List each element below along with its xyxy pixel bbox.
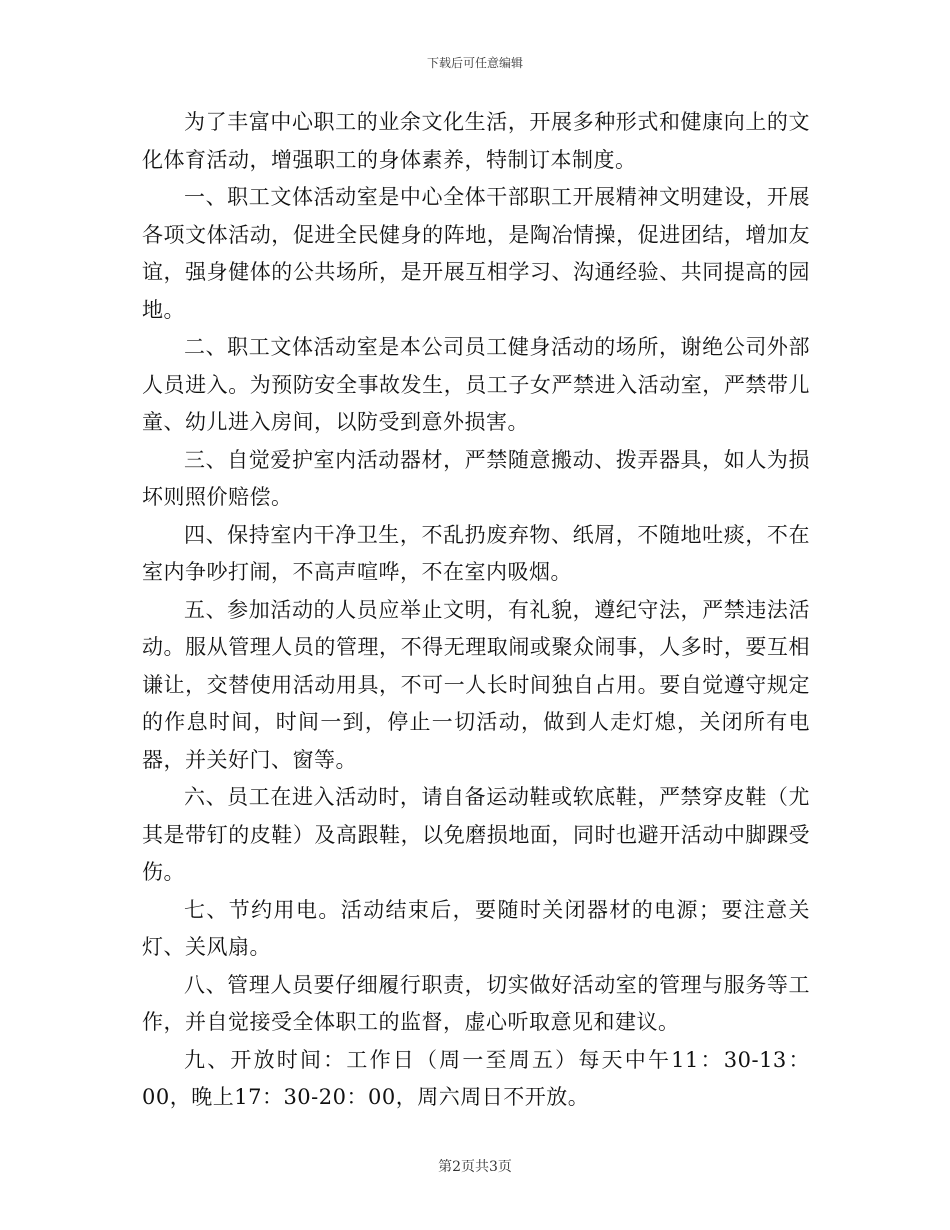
paragraph-rule-2: 二、职工文体活动室是本公司员工健身活动的场所，谢绝公司外部人员进入。为预防安全事故发生，员工子女严禁进入活动室，严禁带儿童、幼儿进入房间，以防受到意外损害。	[142, 335, 810, 434]
page-header: 下载后可任意编辑	[426, 56, 523, 70]
paragraph-rule-6: 六、员工在进入活动时，请自备运动鞋或软底鞋，严禁穿皮鞋（尤其是带钉的皮鞋）及高跟鞋，以免磨损地面，同时也避开活动中脚踝受伤。	[142, 785, 810, 884]
paragraph-rule-7: 七、节约用电。活动结束后，要随时关闭器材的电源；要注意关灯、关风扇。	[142, 897, 810, 959]
paragraph-rule-4: 四、保持室内干净卫生，不乱扔废弃物、纸屑，不随地吐痰，不在室内争吵打闹，不高声喧哗，不在室内吸烟。	[142, 522, 810, 584]
document-body	[142, 104, 810, 1117]
paragraph-rule-9: 九、开放时间：工作日（周一至周五）每天中午11：30-13：00，晚上17：30-20：00，周六周日不开放。	[142, 1047, 810, 1109]
page-footer: 第2页共3页	[438, 1159, 512, 1175]
paragraph-rule-8: 八、管理人员要仔细履行职责，切实做好活动室的管理与服务等工作，并自觉接受全体职工的监督，虚心听取意见和建议。	[142, 972, 810, 1034]
paragraph-intro: 为了丰富中心职工的业余文化生活，开展多种形式和健康向上的文化体育活动，增强职工的身体素养，特制订本制度。	[142, 110, 810, 172]
paragraph-rule-1: 一、职工文体活动室是中心全体干部职工开展精神文明建设，开展各项文体活动，促进全民健身的阵地，是陶冶情操，促进团结，增加友谊，强身健体的公共场所，是开展互相学习、沟通经验、共同提高的园地。	[142, 185, 810, 322]
paragraph-rule-3: 三、自觉爱护室内活动器材，严禁随意搬动、拨弄器具，如人为损坏则照价赔偿。	[142, 447, 810, 509]
paragraph-rule-5: 五、参加活动的人员应举止文明，有礼貌，遵纪守法，严禁违法活动。服从管理人员的管理，不得无理取闹或聚众闹事，人多时，要互相谦让，交替使用活动用具，不可一人长时间独自占用。要自觉遵守规定的作息时间，时间一到，停止一切活动，做到人走灯熄，关闭所有电器，并关好门、窗等。	[142, 597, 810, 772]
